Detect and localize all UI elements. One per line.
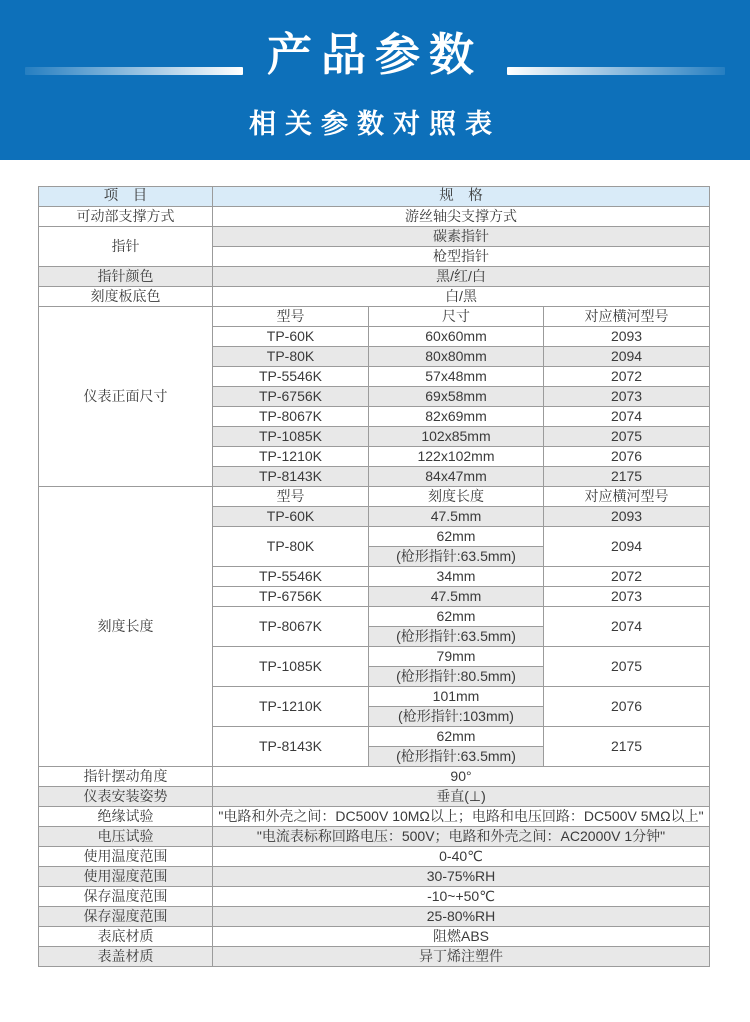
row-label-cell: 指针颜色 xyxy=(39,267,213,287)
title-divider-right-icon xyxy=(507,67,725,75)
size-cell: 80x80mm xyxy=(369,347,544,367)
spec-value-cell: 黑/红/白 xyxy=(213,267,710,287)
spec-value-cell: "电路和外壳之间：DC500V 10MΩ以上；电路和电压回路：DC500V 5MΩ以上" xyxy=(213,807,710,827)
spec-row xyxy=(39,207,710,227)
yokogawa-model-cell: 2093 xyxy=(544,507,710,527)
size-cell: 122x102mm xyxy=(369,447,544,467)
spec-value-cell: "电流表标称回路电压：500V；电路和外壳之间：AC2000V 1分钟" xyxy=(213,827,710,847)
yokogawa-model-cell: 2073 xyxy=(544,587,710,607)
spec-row xyxy=(39,287,710,307)
spec-row xyxy=(39,947,710,967)
row-label-cell: 使用温度范围 xyxy=(39,847,213,867)
yokogawa-model-cell: 2175 xyxy=(544,467,710,487)
scale-length-cell: 34mm xyxy=(369,567,544,587)
spec-table-body xyxy=(39,187,710,967)
scale-length-cell: 47.5mm xyxy=(369,587,544,607)
spec-value-cell: 枪型指针 xyxy=(213,247,710,267)
model-cell: TP-80K xyxy=(213,347,369,367)
spec-value-cell: 游丝轴尖支撑方式 xyxy=(213,207,710,227)
row-label-cell: 可动部支撑方式 xyxy=(39,207,213,227)
spec-row xyxy=(39,927,710,947)
row-label-cell: 使用湿度范围 xyxy=(39,867,213,887)
model-cell: TP-8143K xyxy=(213,727,369,767)
spec-value-cell: 30-75%RH xyxy=(213,867,710,887)
spec-row xyxy=(39,807,710,827)
row-label-cell: 电压试验 xyxy=(39,827,213,847)
spec-value-cell: 90° xyxy=(213,767,710,787)
spec-value-cell: 25-80%RH xyxy=(213,907,710,927)
column-header-item: 项 目 xyxy=(39,187,213,207)
scale-length-cell: 79mm xyxy=(369,647,544,667)
model-cell: TP-1210K xyxy=(213,447,369,467)
spec-table xyxy=(38,186,710,967)
yokogawa-model-cell: 2073 xyxy=(544,387,710,407)
row-label-cell: 保存温度范围 xyxy=(39,887,213,907)
model-cell: TP-6756K xyxy=(213,387,369,407)
gun-pointer-note-cell: (枪形指针:103mm) xyxy=(369,707,544,727)
yokogawa-model-cell: 2072 xyxy=(544,367,710,387)
gun-pointer-note-cell: (枪形指针:63.5mm) xyxy=(369,547,544,567)
yokogawa-model-cell: 2076 xyxy=(544,687,710,727)
scale-length-cell: 62mm xyxy=(369,607,544,627)
banner xyxy=(0,0,750,160)
sub-header-row xyxy=(39,307,710,327)
sub-header-cell: 刻度长度 xyxy=(369,487,544,507)
header-row xyxy=(39,187,710,207)
spec-value-cell: 0-40℃ xyxy=(213,847,710,867)
spec-row xyxy=(39,827,710,847)
sub-header-cell: 对应横河型号 xyxy=(544,487,710,507)
size-cell: 84x47mm xyxy=(369,467,544,487)
model-cell: TP-5546K xyxy=(213,367,369,387)
yokogawa-model-cell: 2094 xyxy=(544,347,710,367)
spec-value-cell: 异丁烯注塑件 xyxy=(213,947,710,967)
column-header-spec: 规 格 xyxy=(213,187,710,207)
yokogawa-model-cell: 2072 xyxy=(544,567,710,587)
spec-row xyxy=(39,847,710,867)
scale-length-cell: 62mm xyxy=(369,727,544,747)
row-label-cell: 表底材质 xyxy=(39,927,213,947)
row-label-cell: 指针摆动角度 xyxy=(39,767,213,787)
section-label-cell: 指针 xyxy=(39,227,213,267)
model-cell: TP-60K xyxy=(213,327,369,347)
model-cell: TP-8143K xyxy=(213,467,369,487)
spec-row xyxy=(39,267,710,287)
yokogawa-model-cell: 2093 xyxy=(544,327,710,347)
model-cell: TP-80K xyxy=(213,527,369,567)
size-cell: 57x48mm xyxy=(369,367,544,387)
spec-value-cell: 碳素指针 xyxy=(213,227,710,247)
sub-header-cell: 型号 xyxy=(213,307,369,327)
page-title: 产品参数 xyxy=(266,29,483,80)
gun-pointer-note-cell: (枪形指针:63.5mm) xyxy=(369,747,544,767)
model-cell: TP-1085K xyxy=(213,647,369,687)
spec-value-cell: 白/黑 xyxy=(213,287,710,307)
model-cell: TP-1085K xyxy=(213,427,369,447)
sub-header-cell: 对应横河型号 xyxy=(544,307,710,327)
row-label-cell: 表盖材质 xyxy=(39,947,213,967)
spec-value-cell: 垂直(⊥) xyxy=(213,787,710,807)
yokogawa-model-cell: 2094 xyxy=(544,527,710,567)
section-label-cell: 仪表正面尺寸 xyxy=(39,307,213,487)
gun-pointer-note-cell: (枪形指针:63.5mm) xyxy=(369,627,544,647)
yokogawa-model-cell: 2175 xyxy=(544,727,710,767)
spec-row xyxy=(39,787,710,807)
yokogawa-model-cell: 2076 xyxy=(544,447,710,467)
scale-length-cell: 47.5mm xyxy=(369,507,544,527)
spec-row xyxy=(39,227,710,247)
model-cell: TP-6756K xyxy=(213,587,369,607)
spec-row xyxy=(39,767,710,787)
spec-table-container xyxy=(38,186,750,967)
size-cell: 82x69mm xyxy=(369,407,544,427)
gun-pointer-note-cell: (枪形指针:80.5mm) xyxy=(369,667,544,687)
spec-value-cell: -10~+50℃ xyxy=(213,887,710,907)
size-cell: 60x60mm xyxy=(369,327,544,347)
row-label-cell: 保存湿度范围 xyxy=(39,907,213,927)
spec-row xyxy=(39,887,710,907)
page-subtitle: 相关参数对照表 xyxy=(249,109,501,139)
yokogawa-model-cell: 2074 xyxy=(544,607,710,647)
model-cell: TP-5546K xyxy=(213,567,369,587)
row-label-cell: 刻度板底色 xyxy=(39,287,213,307)
size-cell: 69x58mm xyxy=(369,387,544,407)
row-label-cell: 仪表安装姿势 xyxy=(39,787,213,807)
spec-row xyxy=(39,867,710,887)
sub-header-row xyxy=(39,487,710,507)
yokogawa-model-cell: 2075 xyxy=(544,427,710,447)
model-cell: TP-8067K xyxy=(213,607,369,647)
row-label-cell: 绝缘试验 xyxy=(39,807,213,827)
yokogawa-model-cell: 2075 xyxy=(544,647,710,687)
scale-length-cell: 62mm xyxy=(369,527,544,547)
yokogawa-model-cell: 2074 xyxy=(544,407,710,427)
model-cell: TP-1210K xyxy=(213,687,369,727)
sub-header-cell: 尺寸 xyxy=(369,307,544,327)
model-cell: TP-60K xyxy=(213,507,369,527)
model-cell: TP-8067K xyxy=(213,407,369,427)
spec-row xyxy=(39,907,710,927)
sub-header-cell: 型号 xyxy=(213,487,369,507)
size-cell: 102x85mm xyxy=(369,427,544,447)
section-label-cell: 刻度长度 xyxy=(39,487,213,767)
spec-value-cell: 阻燃ABS xyxy=(213,927,710,947)
scale-length-cell: 101mm xyxy=(369,687,544,707)
